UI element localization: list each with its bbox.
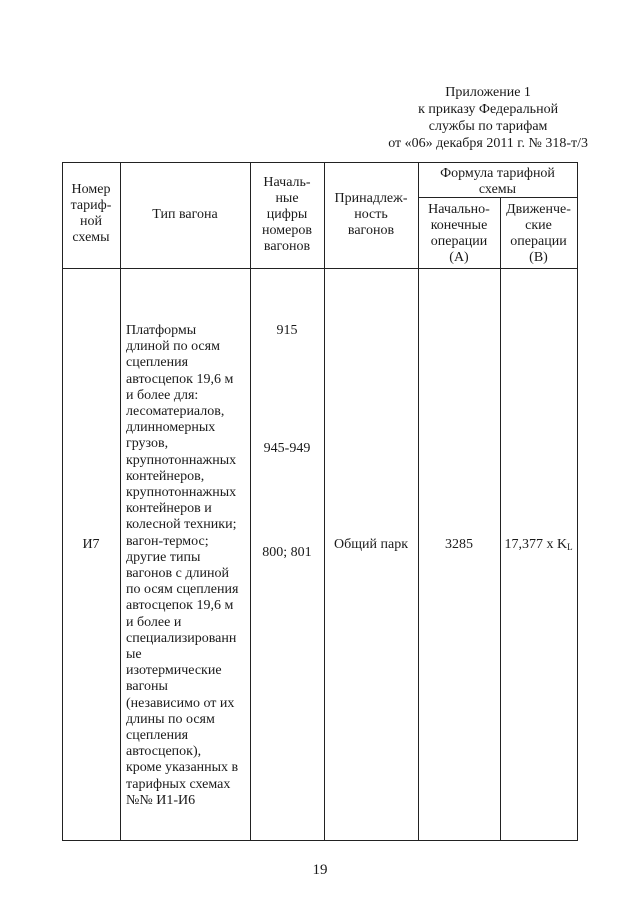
header-text: ной — [80, 214, 102, 229]
header-initial-digits — [250, 175, 324, 255]
description-line: и более для: — [126, 387, 199, 403]
header-text: тариф- — [70, 198, 112, 213]
cell-digits-1: 915 — [276, 323, 298, 338]
table-left-border — [62, 162, 63, 841]
formula-b-subscript: L — [567, 542, 573, 552]
description-line: автосцепок), — [126, 744, 202, 760]
header-line-2: к приказу Федеральной — [418, 102, 559, 117]
description-line: длиной по осям — [126, 339, 220, 355]
header-text: Движенче- — [506, 202, 571, 217]
header-text: Принадлеж- — [334, 191, 408, 206]
header-text: Номер — [71, 182, 111, 197]
header-text: операции — [430, 234, 488, 249]
description-line: лесоматериалов, — [126, 404, 225, 420]
col-divider-3 — [324, 162, 325, 841]
col-divider-2 — [250, 162, 251, 841]
description-line: контейнеров и — [126, 501, 212, 517]
cell-scheme-number: И7 — [82, 537, 100, 552]
description-line: №№ И1-И6 — [126, 792, 196, 808]
description-line: колесной техники; — [126, 517, 237, 533]
description-line: крупнотоннажных — [126, 452, 237, 468]
header-text: ские — [525, 218, 552, 233]
description-line: (независимо от их — [126, 695, 235, 711]
page-number: 19 — [312, 862, 328, 878]
description-line: Платформы — [126, 323, 197, 338]
header-text: вагонов — [263, 239, 311, 254]
header-formula-group — [418, 166, 577, 198]
col-divider-5 — [500, 197, 501, 841]
description-line: вагон-термос; — [126, 533, 209, 549]
header-text: (В) — [529, 250, 548, 265]
description-line: длинномерных — [126, 420, 216, 436]
description-line: вагоны — [126, 679, 168, 695]
document-header — [388, 84, 588, 152]
header-text: схемы — [478, 182, 517, 197]
header-formula-b — [500, 202, 577, 266]
description-line: кроме указанных в — [126, 760, 239, 776]
description-line: изотермические — [126, 663, 222, 679]
header-text: ные — [275, 191, 299, 206]
table-top-border — [62, 162, 577, 163]
header-text: Формула тарифной — [440, 166, 555, 181]
header-text: ность — [354, 207, 388, 222]
header-text: операции — [510, 234, 567, 249]
description-line: сцепления — [126, 728, 189, 744]
cell-formula-b — [500, 537, 577, 555]
col-divider-1 — [120, 162, 121, 841]
header-line-1: Приложение 1 — [445, 85, 531, 100]
description-line: грузов, — [126, 436, 169, 452]
header-formula-a — [418, 202, 500, 266]
cell-wagon-description — [126, 323, 238, 809]
description-line: автосцепок 19,6 м — [126, 598, 234, 614]
cell-digits-3: 800; 801 — [262, 545, 312, 560]
cell-formula-a: 3285 — [445, 537, 473, 552]
header-text: конечные — [430, 218, 488, 233]
header-text: Началь- — [263, 175, 311, 190]
header-text: Начально- — [428, 202, 490, 217]
cell-digits-2: 945-949 — [263, 441, 311, 456]
header-line-3: службы по тарифам — [428, 119, 548, 134]
description-line: крупнотоннажных — [126, 485, 237, 501]
description-line: специализированн — [126, 630, 237, 646]
description-line: и более и — [126, 614, 182, 630]
description-line: по осям сцепления — [126, 582, 239, 598]
header-text: схемы — [72, 230, 110, 245]
description-line: контейнеров, — [126, 468, 205, 484]
header-text: цифры — [266, 207, 308, 222]
formula-b-value: 17,377 x K — [504, 537, 568, 552]
description-line: тарифных схемах — [126, 776, 231, 792]
description-line: длины по осям — [126, 711, 215, 727]
description-line: вагонов с длиной — [126, 566, 229, 582]
header-wagon-type — [120, 207, 250, 223]
header-text: (А) — [449, 250, 469, 265]
description-line: автосцепок 19,6 м — [126, 371, 234, 387]
description-line: другие типы — [126, 549, 201, 565]
description-line: ые — [126, 647, 142, 663]
header-scheme-number — [62, 182, 120, 246]
table-right-border — [577, 162, 578, 841]
description-line: сцепления — [126, 355, 189, 371]
header-text: вагонов — [347, 223, 395, 238]
header-line-4: от «06» декабря 2011 г. № 318-т/3 — [388, 136, 588, 151]
header-text: Тип вагона — [152, 207, 218, 222]
cell-ownership: Общий парк — [333, 537, 408, 552]
header-ownership — [324, 191, 418, 239]
header-text: номеров — [262, 223, 312, 238]
